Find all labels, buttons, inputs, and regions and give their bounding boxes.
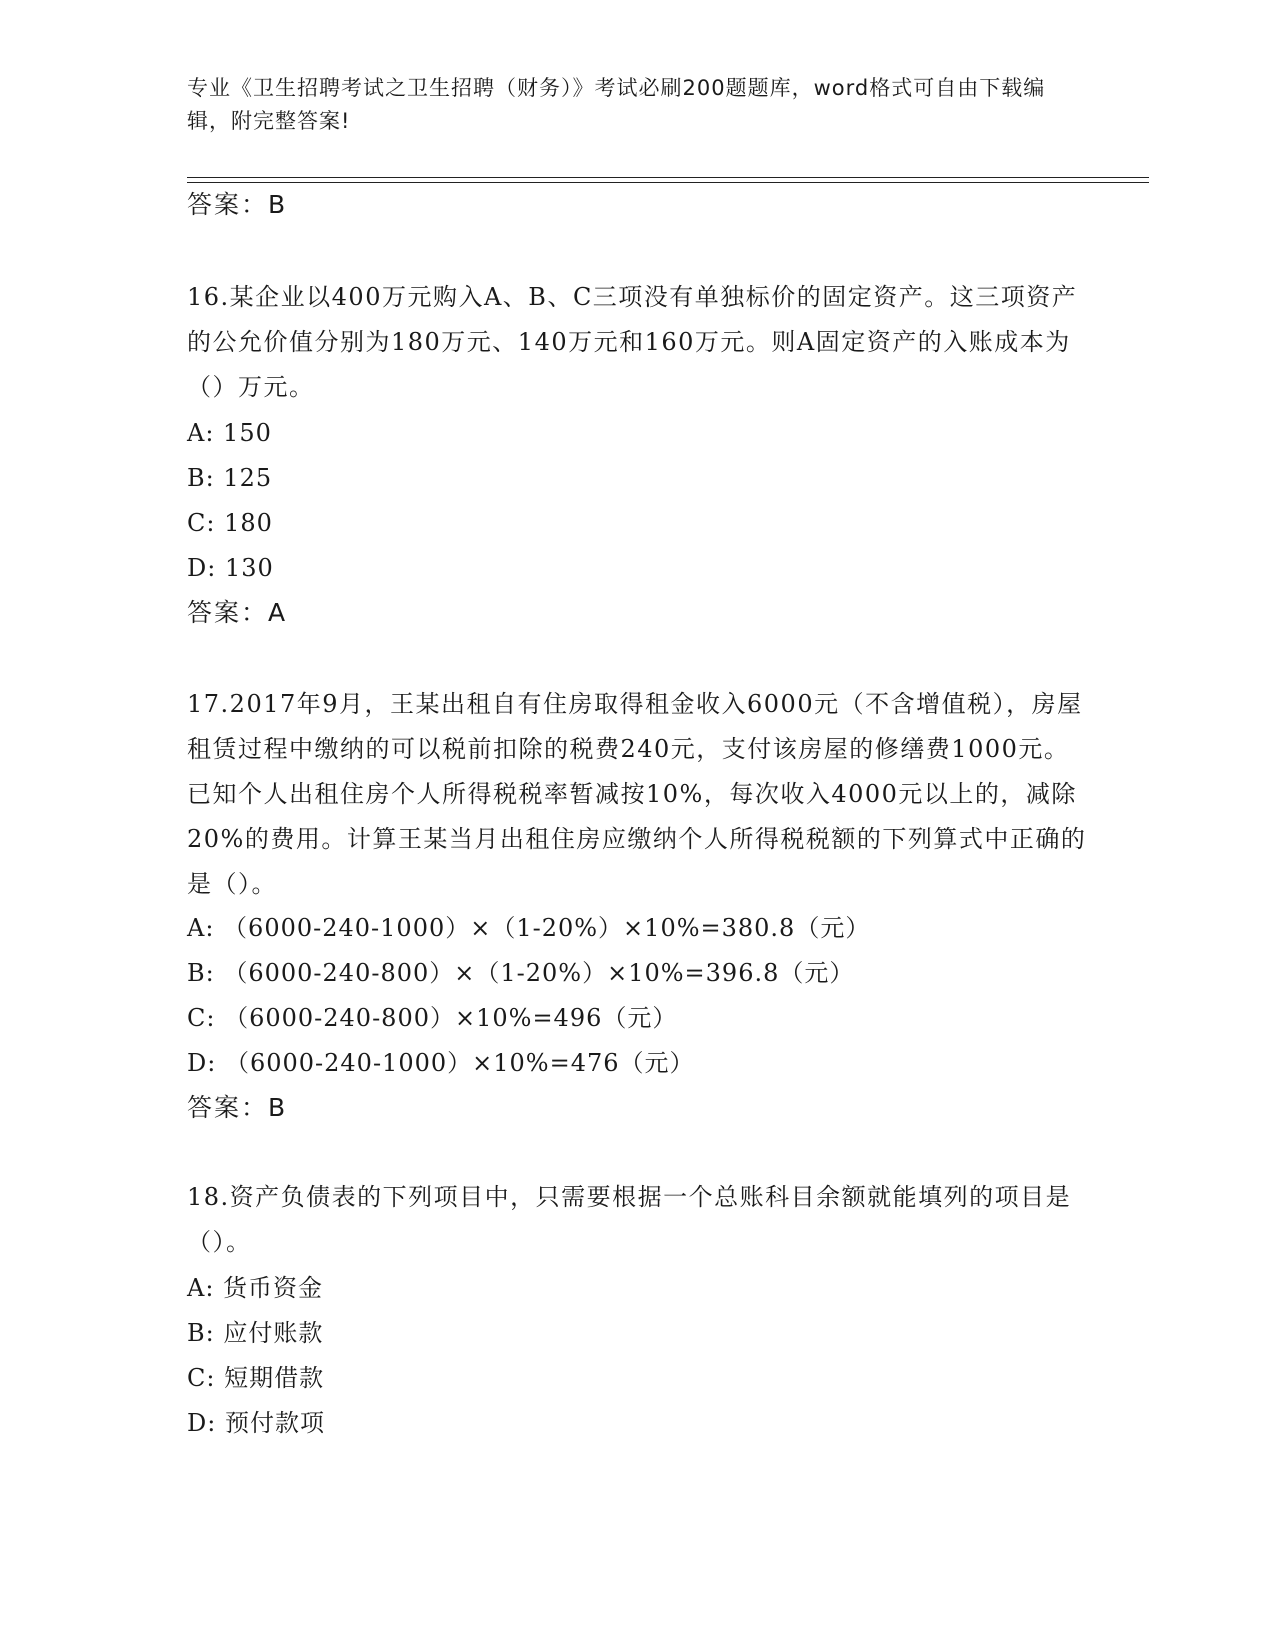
question-16-text: 16.某企业以400万元购入A、B、C三项没有单独标价的固定资产。这三项资产的公允价值分别为180万元、140万元和160万元。则A固定资产的入账成本为（）万元。 [187, 283, 1078, 401]
page-header: 专业《卫生招聘考试之卫生招聘（财务）》考试必刷200题题库，word格式可自由下载编辑，附完整答案! [187, 76, 1046, 133]
header-rule-secondary [187, 182, 1149, 183]
question-16-option-d: D: 130 [187, 554, 274, 582]
question-18-option-a: A: 货币资金 [187, 1274, 324, 1302]
question-16-option-a: A: 150 [187, 419, 272, 447]
question-17-option-c: C: （6000-240-800）×10%=496（元） [187, 1004, 678, 1032]
question-16-option-b: B: 125 [187, 464, 273, 492]
question-17-option-d: D: （6000-240-1000）×10%=476（元） [187, 1049, 695, 1077]
question-18-option-d: D: 预付款项 [187, 1409, 325, 1437]
question-18-option-c: C: 短期借款 [187, 1364, 325, 1392]
question-17-option-a: A: （6000-240-1000）×（1-20%）×10%=380.8（元） [187, 914, 871, 942]
question-18-option-b: B: 应付账款 [187, 1319, 324, 1347]
question-17-text: 17.2017年9月，王某出租自有住房取得租金收入6000元（不含增值税），房屋租赁过程中缴纳的可以税前扣除的税费240元，支付该房屋的修缮费1000元。已知个人出租住房个人所得税税率暂减按10%，每次收入4000元以上的，减除20%的费用。计算王某当月出租住房应缴纳个人所得税税额的下列算式中正确的是（）。 [187, 690, 1087, 898]
answer-16: 答案：A [187, 598, 288, 627]
header-rule [187, 177, 1149, 178]
question-16-option-c: C: 180 [187, 509, 273, 537]
answer-15: 答案：B [187, 190, 288, 219]
question-18-text: 18.资产负债表的下列项目中，只需要根据一个总账科目余额就能填列的项目是（）。 [187, 1183, 1072, 1256]
question-17-option-b: B: （6000-240-800）×（1-20%）×10%=396.8（元） [187, 959, 855, 987]
answer-17: 答案：B [187, 1093, 288, 1122]
